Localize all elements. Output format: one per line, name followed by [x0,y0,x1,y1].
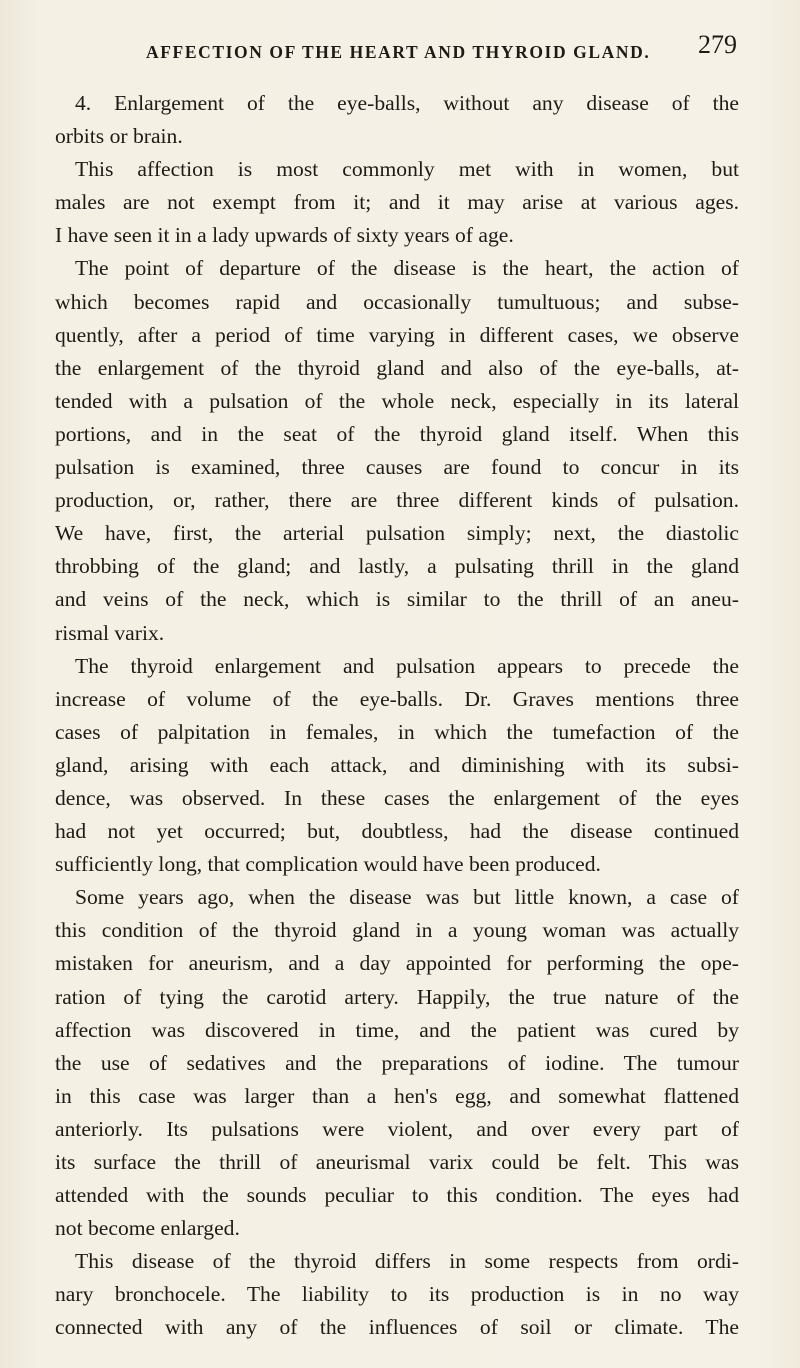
text-line: not become enlarged. [55,1216,240,1241]
text-line: this condition of the thyroid gland in a young woman was actually [55,918,739,943]
text-line: mistaken for aneurism, and a day appointed for performing the ope- [55,951,739,976]
text-line: This affection is most commonly met with in women, but [75,157,739,182]
text-line: anteriorly. Its pulsations were violent, and over every part of [55,1116,739,1141]
text-line: and veins of the neck, which is similar to the thrill of an aneu- [55,587,739,612]
text-line: portions, and in the seat of the thyroid gland itself. When this [55,421,739,446]
text-line: I have seen it in a lady upwards of sixty years of age. [55,223,514,248]
text-line: cases of palpitation in females, in which the tumefaction of the [55,719,739,744]
text-line: gland, arising with each attack, and diminishing with its subsi- [55,752,739,777]
text-line: The point of departure of the disease is the heart, the action of [75,256,739,281]
text-line: orbits or brain. [55,124,183,149]
text-line: 4. Enlargement of the eye-balls, without any disease of the [75,91,739,115]
text-line: tended with a pulsation of the whole neck, especially in its lateral [55,388,739,413]
text-line: ration of tying the carotid artery. Happily, the true nature of the [55,984,739,1009]
text-line: affection was discovered in time, and the patient was cured by [55,1017,739,1042]
text-line: its surface the thrill of aneurismal varix could be felt. This was [55,1150,739,1174]
running-head: AFFECTION OF THE HEART AND THYROID GLAND. [146,42,651,62]
text-line: which becomes rapid and occasionally tumultuous; and subse- [55,289,739,314]
text-line: had not yet occurred; but, doubtless, had the disease continued [55,819,739,844]
text-line: This disease of the thyroid differs in some respects from ordi- [75,1249,739,1274]
text-line: increase of volume of the eye-balls. Dr. Graves mentions three [55,686,739,711]
text-line: the use of sedatives and the preparations of iodine. The tumour [55,1050,739,1075]
text-line: attended with the sounds peculiar to this condition. The eyes had [55,1183,739,1208]
text-line: males are not exempt from it; and it may arise at various ages. [55,190,739,215]
text-line: the enlargement of the thyroid gland and also of the eye-balls, at- [55,355,739,380]
text-line: We have, first, the arterial pulsation simply; next, the diastolic [55,521,739,546]
text-line: The thyroid enlargement and pulsation appears to precede the [75,653,739,678]
page-header [146,30,746,70]
text-line: dence, was observed. In these cases the enlargement of the eyes [55,785,739,810]
text-line: connected with any of the influences of soil or climate. The [55,1315,739,1340]
text-line: sufficiently long, that complication would have been produced. [55,852,601,877]
text-line: nary bronchocele. The liability to its production is in no way [55,1282,739,1307]
body-text [55,87,739,1345]
text-line: in this case was larger than a hen's egg, and somewhat flattened [55,1083,739,1108]
page-number: 279 [698,30,737,59]
text-line: production, or, rather, there are three different kinds of pulsation. [55,488,739,513]
text-line: Some years ago, when the disease was but little known, a case of [75,885,739,910]
text-line: quently, after a period of time varying in different cases, we observe [55,322,739,347]
text-line: rismal varix. [55,620,165,645]
text-line: throbbing of the gland; and lastly, a pulsating thrill in the gland [55,554,739,579]
text-line: pulsation is examined, three causes are found to concur in its [55,455,739,480]
